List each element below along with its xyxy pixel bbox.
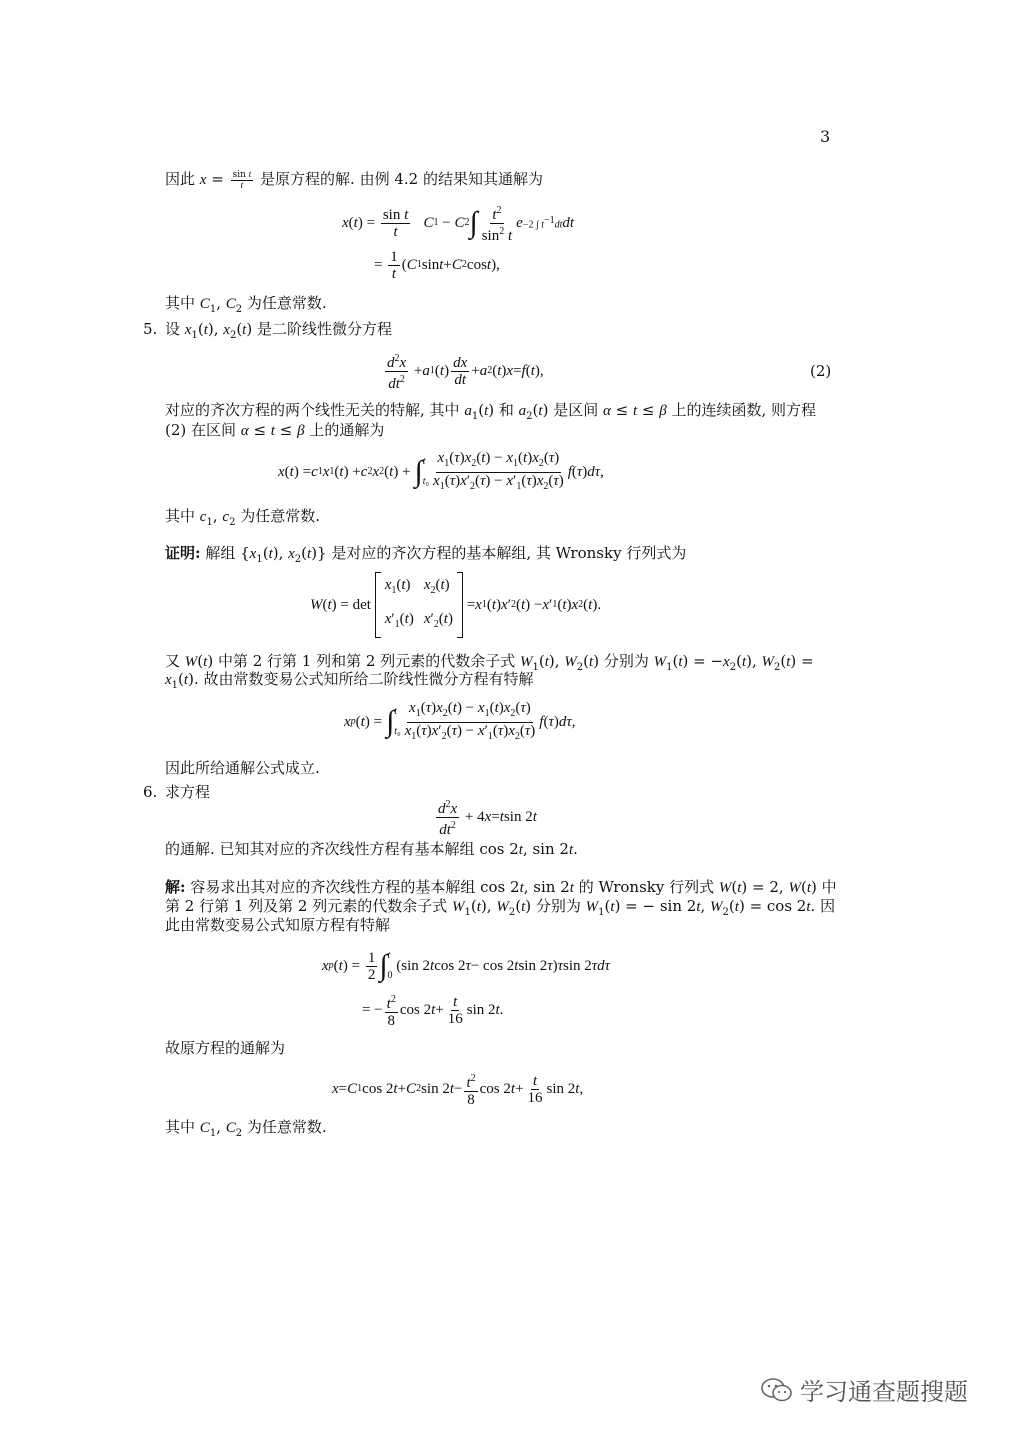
wechat-icon bbox=[760, 1376, 794, 1404]
equation-particular-solution-6: x p ( t ) = $\frac{1}{2}$ ∫ t 0 (sin 2 t cos 2 τ − cos 2 t sin 2 τ ) τ sin 2 τdτ = − $\frac{t^2}{8}$ cos 2 t + $\frac{t}{16}$ sin 2 t . bbox=[322, 949, 610, 1029]
proof-label: 证明: bbox=[165, 544, 201, 562]
equation-general-solution: x ( t ) = $\frac{\text{sin t}}{t}$ C 1 − C 2 ∫ $\frac{t^2}{\sin^2 t}$ e −2 ∫ $t^{-1}dt$ dt = $\frac{1}{t}$ ( C 1 sin t + C 2 cos t ), bbox=[342, 204, 575, 282]
item-6-number: 6. bbox=[143, 783, 158, 801]
paragraph-conclusion: 因此所给通解公式成立. bbox=[165, 759, 320, 777]
paragraph-constants: 其中 $C_1$, $C_2$ 为任意常数. bbox=[165, 294, 327, 315]
solution-line-1: 解: 容易求出其对应的齐次线性方程的基本解组 cos 2t, sin 2t 的 Wronsky 行列式 W(t) = 2, W(t) 中 bbox=[165, 878, 837, 896]
equation-item-6: $\frac{d^2x}{dt^2}$ + 4 x = t sin 2 t bbox=[438, 798, 537, 838]
page-number: 3 bbox=[820, 127, 831, 146]
solution-line-2: 第 2 行第 1 列及第 2 列元素的代数余子式 $W_1(t)$, $W_2(t)$ 分别为 $W_1(t)$ = − sin 2t, $W_2(t) = \cos 2t$. 因 bbox=[165, 897, 836, 918]
equation-wronskian: W ( t ) = det $x_1(t)$ $x_2(t)$ $x'_1(t)$ $x'_2(t)$ = x 1 ( t ) x ′ 2 ( t ) − x ′ 1 ( t ) x 2 ( t ). bbox=[310, 574, 601, 636]
paragraph-particular-intro: $x_1(t)$. 故由常数变易公式知所给二阶线性微分方程有特解 bbox=[165, 670, 534, 691]
equation-final-solution: x = C 1 cos 2 t + C 2 sin 2 t − $\frac{t^2}{8}$ cos 2 t + $\frac{t}{16}$ sin 2 t , bbox=[332, 1072, 584, 1108]
solution-line-3: 此由常数变易公式知原方程有特解 bbox=[165, 916, 391, 934]
item-5-statement: 设 $x_1(t)$, $x_2(t)$ 是二阶线性微分方程 bbox=[165, 320, 392, 341]
equation-number-2: (2) bbox=[810, 362, 832, 380]
equation-particular-solution: x p ( t ) = ∫ t t₀ $\frac{x_1(\tau)x_2(t) - x_1(t)x_2(\tau)}{x_1(\tau)x'_2(\tau) - x'_1(\tau)x_2(\tau)}$ f ( τ ) dτ , bbox=[344, 699, 576, 742]
item-5-number: 5. bbox=[143, 320, 158, 338]
paragraph-general-solution: 故原方程的通解为 bbox=[165, 1039, 286, 1057]
equation-2: $\frac{d^2x}{dt^2}$ + a 1 ( t ) $\frac{dx}{dt}$ + a 2 ( t ) x = f ( t ), bbox=[387, 352, 544, 392]
paragraph-cofactors: 又 W(t) 中第 2 行第 1 列和第 2 列元素的代数余子式 $W_1(t)$, $W_2(t)$ 分别为 $W_1(t) = -x_2(t)$, $W_2(t)$ = bbox=[165, 652, 814, 673]
paragraph-interval: (2) 在区间 α ≤ t ≤ β 上的通解为 bbox=[165, 421, 385, 439]
solution-label: 解: bbox=[165, 878, 186, 896]
paragraph-constants-c: 其中 $c_1$, $c_2$ 为任意常数. bbox=[165, 507, 320, 528]
paragraph-solution-intro: 因此 x = $\frac{\text{sin t}}{t}$ 是原方程的解. 由例 4.2 的结果知其通解为 bbox=[165, 169, 543, 190]
watermark: 学习通查题搜题 bbox=[760, 1372, 968, 1407]
item-6-statement: 求方程 bbox=[165, 783, 211, 801]
paragraph-final-constants: 其中 $C_1$, $C_2$ 为任意常数. bbox=[165, 1118, 327, 1139]
equation-variation-of-parameters: x ( t ) = c 1 x 1 ( t ) + c 2 x 2 ( t ) + ∫ t t₀ $\frac{x_1(\tau)x_2(t) - x_1(t)x_2(\tau)}{x_1(\tau)x'_2(\tau) - x'_1(\tau)x_2(\tau)}$ f ( τ ) dτ , bbox=[278, 449, 604, 492]
proof-paragraph: 证明: 解组 {$x_1(t)$, $x_2(t)$} 是对应的齐次方程的基本解组, 其 Wronsky 行列式为 bbox=[165, 544, 687, 565]
paragraph-basis: 的通解. 已知其对应的齐次线性方程有基本解组 cos 2t, sin 2t. bbox=[165, 840, 578, 858]
paragraph-homogeneous-solutions: 对应的齐次方程的两个线性无关的特解, 其中 $a_1(t)$ 和 $a_2(t)$ 是区间 α ≤ t ≤ β 上的连续函数, 则方程 bbox=[165, 401, 817, 422]
